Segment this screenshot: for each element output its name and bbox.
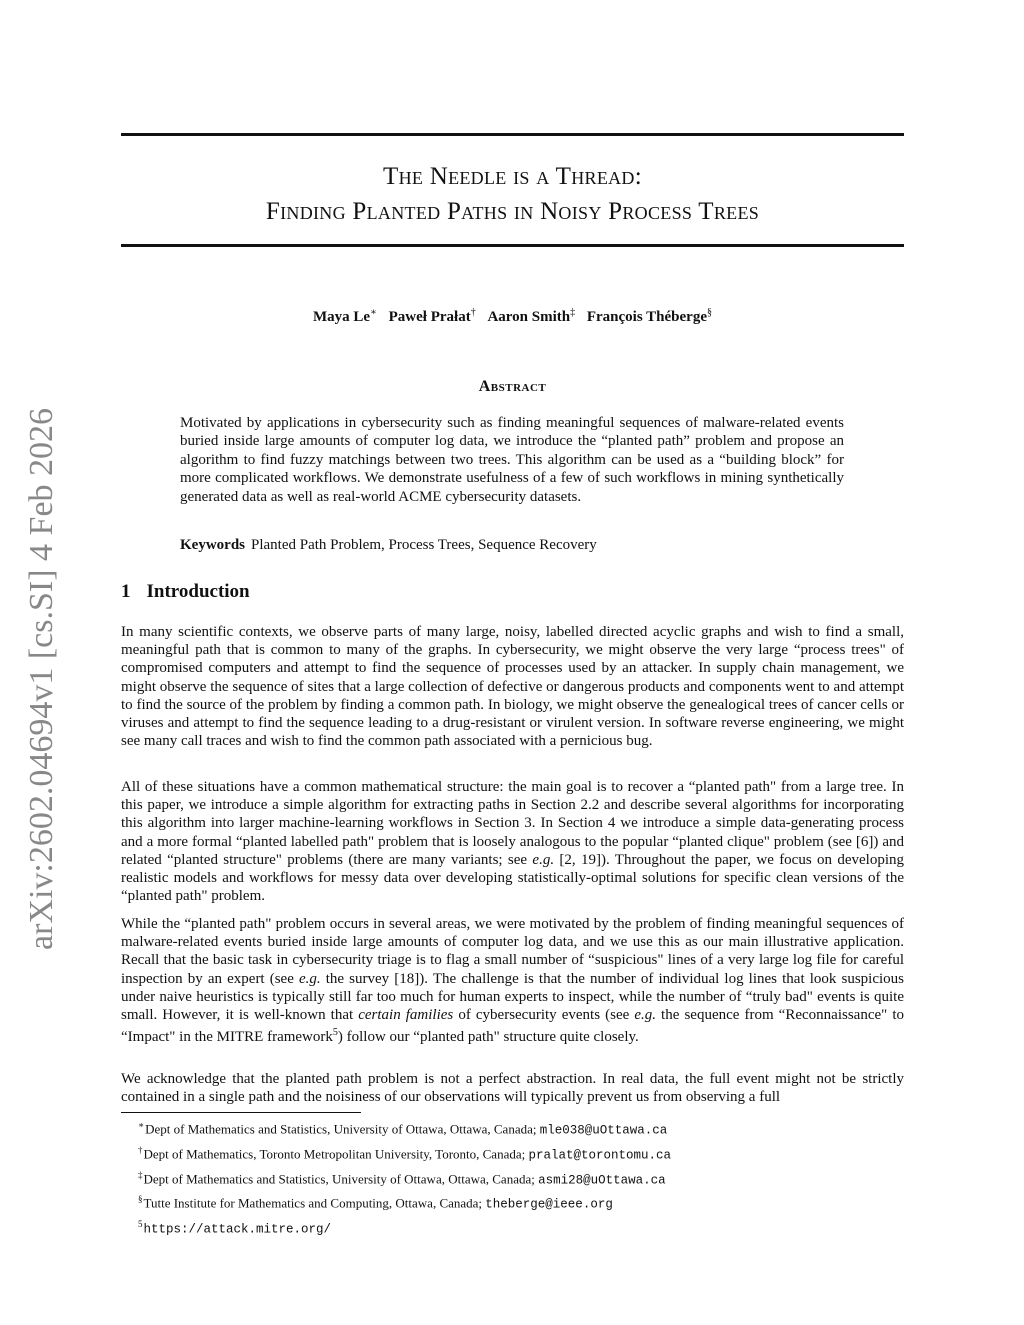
paragraph: We acknowledge that the planted path problem is not a perfect abstraction. In real data, the full event might not be strictly contained in a single path and the noisiness of our observations will typically prevent us from observing a full	[121, 1071, 904, 1106]
paper-title-line-2: Finding Planted Paths in Noisy Process Trees	[265, 198, 760, 225]
section-number: 1	[121, 581, 131, 602]
footnote: ‡Dept of Mathematics and Statistics, University of Ottawa, Ottawa, Canada; asmi28@uOttawa.ca	[138, 1169, 666, 1187]
arxiv-identifier-stamp: arXiv:2602.04694v1 [cs.SI] 4 Feb 2026	[23, 407, 60, 950]
author-footnote-mark[interactable]: ‡	[570, 307, 576, 318]
section-title: Introduction	[146, 581, 250, 602]
keywords-line	[180, 537, 844, 554]
email-link[interactable]: mle038@uOttawa.ca	[539, 1123, 668, 1138]
abstract-text: Motivated by applications in cybersecurity such as finding meaningful sequences of malware-related events buried inside large amounts of computer log data, we introduce the “planted path” problem and propose an algorithm to find fuzzy matchings between two trees. This algorithm can be used as a “building block” for more complicated workflows. We demonstrate usefulness of a few of such workflows in mining synthetically generated data as well as real-world ACME cybersecurity datasets.	[180, 415, 844, 505]
author: Maya Le∗	[313, 307, 377, 325]
footnote-reference[interactable]: 5	[332, 1027, 338, 1039]
paragraph: All of these situations have a common mathematical structure: the main goal is to recover a “planted path" from a large tree. In this paper, we introduce a simple algorithm for extracting paths in Section 2.2 and describe several algorithms for incorporating this algorithm into larger machine-learning workflows in Section 3. In Section 4 we introduce a simple data-generating process and a more formal “planted labelled path" problem that is loosely analogous to the popular “planted clique" problem (see [6]) and related “planted structure" problems (there are many variants; see e.g. [2, 19]). Throughout the paper, we focus on developing realistic models and workflows for messy data over developing statistically-optimal solutions for specific clean versions of the “planted path" problem.	[121, 779, 904, 905]
footnotes	[138, 1116, 904, 1240]
abstract-heading: Abstract	[478, 378, 547, 395]
footnote-separator	[121, 1112, 361, 1113]
author-footnote-mark[interactable]: †	[470, 307, 476, 318]
footnote: ∗Dept of Mathematics and Statistics, University of Ottawa, Ottawa, Canada; mle038@uOttawa.ca	[138, 1120, 668, 1138]
email-link[interactable]: asmi28@uOttawa.ca	[538, 1172, 666, 1187]
title-top-rule	[121, 133, 904, 136]
title-bottom-rule	[121, 244, 904, 247]
section-heading	[121, 581, 250, 603]
footnote: §Tutte Institute for Mathematics and Computing, Ottawa, Canada; theberge@ieee.org	[138, 1194, 613, 1212]
author-list	[121, 307, 904, 326]
email-link[interactable]: theberge@ieee.org	[485, 1197, 613, 1212]
keywords-text: Planted Path Problem, Process Trees, Sequence Recovery	[251, 537, 597, 553]
author-footnote-mark[interactable]: §	[706, 307, 712, 318]
footnote: $^5$https://attack.mitre.org/	[138, 1219, 332, 1237]
paragraph: In many scientific contexts, we observe parts of many large, noisy, labelled directed acyclic graphs and wish to find a small, meaningful path that is common to many of the graphs. In cybersecurity, we might observe the very large “process trees" of compromised computers and attempt to find the sequence of processes used by an attacker. In supply chain management, we might observe the sequence of sites that a large collection of defective or dangerous products and components went to and attempt to find the source of the problem by finding a common path. In biology, we might observe the genealogical trees of cancer cells or viruses and attempt to find the sequence leading to a drug-resistant or virulent version. In software reverse engineering, we might see many call traces and wish to find the common path associated with a pernicious bug.	[121, 624, 904, 750]
paragraph: While the “planted path" problem occurs in several areas, we were motivated by the problem of finding meaningful sequences of malware-related events buried inside large amounts of computer log data, and we use this as our main illustrative application. Recall that the basic task in cybersecurity triage is to flag a small number of “suspicious" lines of a very large log file for careful inspection by an expert (see e.g. the survey [18]). The challenge is that the number of individual log lines that look suspicious under naive heuristics is typically still far too much for human experts to inspect, while the number of “truly bad" events is quite small. However, it is well-known that certain families of cybersecurity events (see e.g. the sequence from “Reconnaissance" to “Impact" in the MITRE framework$^5$) follow our “planted path" structure quite closely.	[121, 916, 904, 1046]
url-link[interactable]: https://attack.mitre.org/	[143, 1222, 332, 1237]
author: François Théberge§	[586, 307, 712, 325]
author-footnote-mark[interactable]: ∗	[370, 307, 377, 318]
footnote: †Dept of Mathematics, Toronto Metropolitan University, Toronto, Canada; pralat@torontomu.ca	[138, 1144, 672, 1163]
email-link[interactable]: pralat@torontomu.ca	[528, 1148, 672, 1163]
paper-title-line-1: The Needle is a Thread:	[383, 163, 642, 190]
author: Paweł Prałat†	[388, 307, 476, 325]
keywords-label: Keywords	[180, 537, 245, 553]
author: Aaron Smith‡	[487, 307, 576, 325]
